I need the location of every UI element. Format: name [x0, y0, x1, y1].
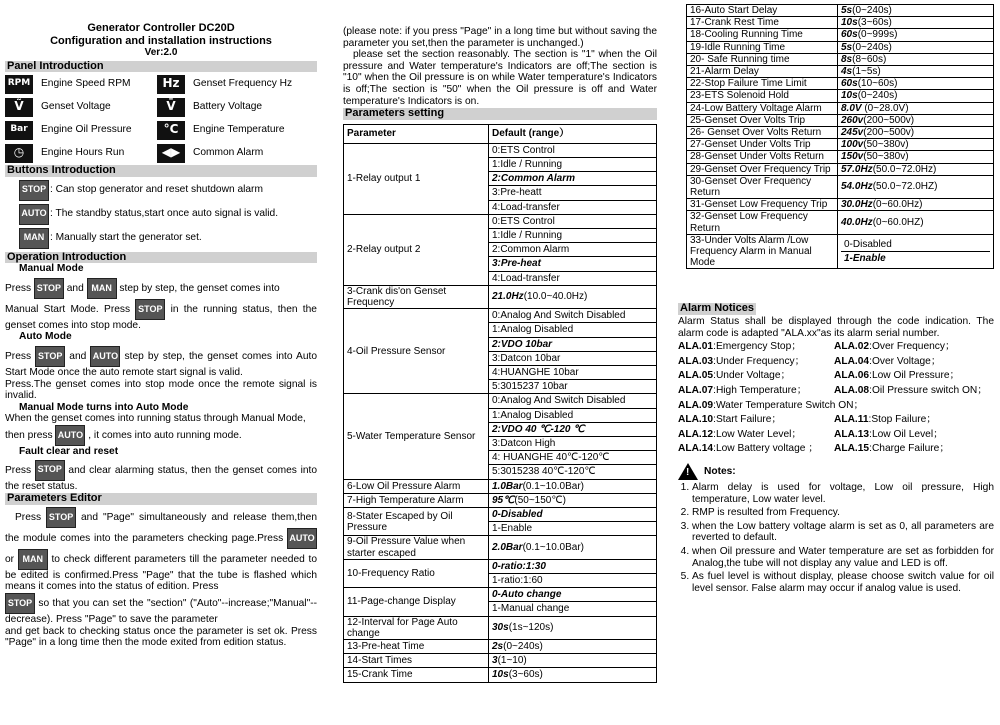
panel-icon-grid: [5, 74, 317, 163]
panel-item-label: Genset Voltage: [41, 101, 111, 113]
option-line: 0:ETS Control: [489, 144, 656, 158]
alarm-code-item: ALA.12:Low Water Level；: [678, 428, 802, 440]
default-value-cell: [489, 508, 657, 536]
option-line: 3:Datcon 10bar: [489, 352, 656, 366]
option-line: 2:Common Alarm: [489, 172, 656, 186]
alarm-code-item: ALA.03:Under Frequency；: [678, 355, 805, 367]
panel-item-label: Engine Speed RPM: [41, 78, 131, 90]
option-line: 30s(1s~120s): [492, 622, 554, 634]
parameter-name-cell: 33-Under Volts Alarm /Low Frequency Alarm in Manual Mode: [687, 234, 838, 269]
parameter-name-cell: 13-Pre-heat Time: [344, 640, 489, 654]
option-line: 0:Analog And Switch Disabled: [489, 309, 656, 323]
table-row: [687, 199, 994, 211]
default-value-cell: 57.0Hz(50.0~72.0Hz): [838, 163, 994, 175]
table-row: [344, 479, 657, 493]
option-line: 4:HUANGHE 10bar: [489, 366, 656, 380]
alarm-code-item: ALA.10:Start Failure；: [678, 414, 782, 426]
default-value-cell: [489, 536, 657, 559]
section-note: please set the section reasonably. The section is "1" when the Oil pressure and Water temperature's Indicators are off;The section is "10" when the Oil pressure is on while Water temperature's Indicators is off;The section is "50" when the Oil pressure is off and Water temperature's Indicators is on.: [343, 49, 657, 107]
stop-button-icon: STOP: [5, 593, 35, 614]
alarm-code-item: ALA.02:Over Frequency；: [834, 341, 956, 353]
default-value-cell: 5s(0~240s): [838, 41, 994, 53]
parameters-table: [343, 124, 657, 683]
table-row: [687, 17, 994, 29]
parameters-table-continued: [686, 4, 994, 269]
parameters-editor-text: Press STOP and "Page" simultaneously and release them,then the module comes into the parameters checking page.Press AUTO or MAN to check different parameters till the parameter needed to be edited is confirmed.Press "Page" that the tube is flashed which means it comes into the status of edition. Press STOP so that you can set the "section" ("Auto"--increase;"Manual"--decrease). Press "Page" to save the parameter and get back to checking status once the parameter is set ok. Press "Page" in a long time then the mode exited from edition status.: [5, 507, 317, 649]
fault-clear-text: Press STOP and clear alarming status, then the genset comes into the reset status.: [5, 460, 317, 493]
option-line: 3(1~10): [492, 655, 527, 667]
table-row: [687, 41, 994, 53]
column-2: [343, 0, 657, 683]
column-3: [678, 0, 994, 596]
parameter-name-cell: 29-Genset Over Frequency Trip: [687, 163, 838, 175]
panel-item-label: Engine Oil Pressure: [41, 124, 132, 136]
default-value-cell: 150v(50~380v): [838, 151, 994, 163]
default-value-cell: 10s(0~240s): [838, 90, 994, 102]
option-line: 4: HUANGHE 40℃-120℃: [489, 451, 656, 465]
table-row: [687, 151, 994, 163]
auto-button-icon: AUTO: [90, 346, 120, 367]
parameter-name-cell: 7-High Temperature Alarm: [344, 493, 489, 507]
option-line: 2:VDO 10bar: [489, 338, 656, 352]
option-line: 0:Analog And Switch Disabled: [489, 394, 656, 408]
table-row: [344, 394, 657, 479]
option-line: 1:Analog Disabled: [489, 409, 656, 423]
parameters-editor-heading: Parameters Editor: [5, 493, 317, 505]
panel-item-label: Engine Temperature: [193, 124, 285, 136]
table-row: [344, 654, 657, 668]
option-line: 0-ratio:1:30: [489, 560, 656, 574]
table-row: [687, 29, 994, 41]
default-value-cell: [489, 479, 657, 493]
parameter-name-cell: 12-Interval for Page Auto change: [344, 616, 489, 639]
table-row: [687, 127, 994, 139]
option-line: 0:ETS Control: [489, 215, 656, 229]
alarm-code-item: ALA.09:Water Temperature Switch ON；: [678, 399, 864, 411]
parameter-name-cell: 9-Oil Pressure Value when starter escaped: [344, 536, 489, 559]
parameter-name-cell: 27-Genset Under Volts Trip: [687, 139, 838, 151]
table-row: [687, 78, 994, 90]
panel-item-label: Battery Voltage: [193, 101, 263, 113]
option-line: 1:Analog Disabled: [489, 323, 656, 337]
default-value-cell: [489, 394, 657, 479]
stop-button-icon: STOP: [46, 507, 76, 528]
man-button-icon: MAN: [19, 228, 49, 249]
buttons-intro-heading: Buttons Introduction: [5, 165, 317, 177]
table-row: [344, 309, 657, 394]
parameter-name-cell: 32-Genset Low Frequency Return: [687, 211, 838, 234]
table-row: [344, 508, 657, 536]
stop-description: : Can stop generator and reset shutdown alarm: [50, 184, 263, 196]
col-parameter-header: Parameter: [344, 124, 489, 143]
option-line: 4:Load-transfer: [492, 201, 560, 213]
note-item: 5. As fuel level is without display, please choose switch value for oil level sensor. False alarm may occur if analog value is used.: [692, 571, 994, 594]
default-value-cell: [489, 309, 657, 394]
man-description: : Manually start the generator set.: [50, 232, 202, 244]
auto-button-icon: AUTO: [19, 204, 49, 225]
default-value-cell: [489, 640, 657, 654]
parameter-name-cell: 2-Relay output 2: [344, 214, 489, 285]
alarm-notices-heading: Alarm Notices: [680, 302, 754, 315]
parameter-name-cell: 11-Page-change Display: [344, 588, 489, 616]
man-button-icon: MAN: [87, 278, 117, 299]
option-line: 3:Pre-heatt: [489, 186, 656, 200]
alarm-code-list: [678, 341, 994, 455]
default-value-cell: 54.0Hz(50.0~72.0HZ): [838, 175, 994, 198]
default-value-cell: 60s(10~60s): [838, 78, 994, 90]
table-row: [687, 163, 994, 175]
alarm-code-item: ALA.08:Oil Pressure switch ON；: [834, 385, 988, 397]
parameter-name-cell: 26- Genset Over Volts Return: [687, 127, 838, 139]
panel-item: [157, 97, 309, 117]
auto-mode-title: Auto Mode: [19, 331, 72, 343]
parameter-name-cell: 5-Water Temperature Sensor: [344, 394, 489, 479]
table-row: [687, 175, 994, 198]
panel-item-label: Common Alarm: [193, 147, 264, 159]
panel-indicator-icon: RPM: [5, 75, 33, 94]
option-line: 4:Load-transfer: [492, 272, 560, 284]
parameter-name-cell: 24-Low Battery Voltage Alarm: [687, 102, 838, 114]
table-row: [344, 536, 657, 559]
doc-version: Ver:2.0: [144, 47, 178, 58]
option-line: 0-Auto change: [489, 588, 656, 602]
auto-button-icon: AUTO: [55, 425, 85, 446]
notes-header: [678, 463, 994, 480]
default-value-cell: [838, 234, 994, 269]
default-value-cell: [489, 588, 657, 616]
panel-indicator-icon: Hz: [157, 75, 185, 94]
option-line: 1-Enable: [844, 253, 886, 265]
option-line: 95℃(50~150℃): [492, 494, 566, 506]
panel-indicator-icon: °C: [157, 121, 185, 140]
panel-item: [157, 74, 309, 94]
parameter-name-cell: 18-Cooling Running Time: [687, 29, 838, 41]
option-line: 3:Datcon High: [489, 437, 656, 451]
default-value-cell: 245v(200~500v): [838, 127, 994, 139]
default-value-cell: 60s(0~999s): [838, 29, 994, 41]
default-value-cell: 30.0Hz(0~60.0Hz): [838, 199, 994, 211]
notes-list: [678, 482, 994, 594]
operation-intro-heading: Operation Introduction: [5, 252, 317, 264]
stop-button-icon: STOP: [34, 278, 64, 299]
option-line: 3:Pre-heat: [489, 257, 656, 271]
panel-item: [5, 74, 157, 94]
alarm-code-item: ALA.05:Under Voltage；: [678, 370, 791, 382]
alarm-intro: Alarm Status shall be displayed through the code indication. The alarm code is adapted "ALA.xx"as its alarm serial number.: [678, 316, 994, 339]
default-value-cell: 8.0V (0~28.0V): [838, 102, 994, 114]
table-row: [344, 616, 657, 639]
default-value-cell: 100v(50~380v): [838, 139, 994, 151]
option-line: 10s(3~60s): [492, 669, 543, 681]
option-line: 21.0Hz(10.0~40.0Hz): [492, 291, 588, 303]
default-value-cell: [489, 559, 657, 587]
parameter-name-cell: 8-Stater Escaped by Oil Pressure: [344, 508, 489, 536]
option-line: 5:3015237 10bar: [492, 381, 568, 393]
table-row: [687, 90, 994, 102]
table-row: [687, 211, 994, 234]
option-line: 0-Disabled: [841, 238, 990, 252]
parameter-name-cell: 19-Idle Running Time: [687, 41, 838, 53]
table-row: [687, 114, 994, 126]
page-note: (please note: if you press "Page" in a long time but without saving the parameter you set,then the parameter is unchanged.): [343, 26, 657, 49]
table-row: [344, 493, 657, 507]
doc-subtitle: Configuration and installation instructions: [50, 34, 272, 47]
auto-mode-text: Press STOP and AUTO step by step, the genset comes into Auto Start Mode once the auto remote start signal is valid. Press.The genset comes into stop mode once the remote signal is invalid.: [5, 346, 317, 402]
table-row: [687, 53, 994, 65]
panel-indicator-icon: V̄: [157, 98, 185, 117]
auto-button-icon: AUTO: [287, 528, 317, 549]
alarm-code-item: ALA.13:Low Oil Level；: [834, 428, 944, 440]
default-value-cell: 5s(0~240s): [838, 5, 994, 17]
option-line: 1-Enable: [492, 523, 533, 535]
parameter-name-cell: 21-Alarm Delay: [687, 66, 838, 78]
table-row: [687, 139, 994, 151]
alarm-code-item: ALA.14:Low Battery voltage ；: [678, 443, 819, 455]
panel-item: [157, 143, 309, 163]
panel-item: [5, 120, 157, 140]
option-line: 0-Disabled: [489, 508, 656, 522]
option-line: 2:Common Alarm: [489, 243, 656, 257]
note-item: 3. when the Low battery voltage alarm is set as 0, all parameters are reverted to default.: [692, 521, 994, 544]
parameter-name-cell: 17-Crank Rest Time: [687, 17, 838, 29]
parameter-name-cell: 20- Safe Running time: [687, 53, 838, 65]
parameter-name-cell: 15-Crank Time: [344, 668, 489, 682]
option-line: 2.0Bar(0.1~10.0Bar): [492, 542, 585, 554]
option-line: 2:VDO 40 ℃-120 ℃: [489, 423, 656, 437]
option-line: 1:Idle / Running: [489, 158, 656, 172]
default-value-cell: 40.0Hz(0~60.0HZ): [838, 211, 994, 234]
manual-mode-text: Press STOP and MAN step by step, the genset comes into Manual Start Mode. Press STOP in the running status, then the genset comes into stop mode.: [5, 278, 317, 332]
default-value-cell: [489, 654, 657, 668]
parameter-name-cell: 16-Auto Start Delay: [687, 5, 838, 17]
stop-button-icon: STOP: [35, 460, 65, 481]
alarm-code-item: ALA.15:Charge Failure；: [834, 443, 950, 455]
option-line: 1.0Bar(0.1~10.0Bar): [492, 480, 585, 492]
alarm-code-item: ALA.11:Stop Failure；: [834, 414, 937, 426]
panel-indicator-icon: Ṽ: [5, 98, 33, 117]
default-value-cell: 10s(3~60s): [838, 17, 994, 29]
default-value-cell: [489, 616, 657, 639]
column-1: [5, 0, 317, 649]
panel-indicator-icon: ◷: [5, 144, 33, 163]
note-item: 4. when Oil pressure and Water temperature are set as forbidden for Analog,the tube will not display any value and LED is off.: [692, 546, 994, 569]
table-row: [344, 214, 657, 285]
default-value-cell: [489, 493, 657, 507]
default-value-cell: [489, 143, 657, 214]
table-row: [344, 285, 657, 308]
warning-icon: !: [678, 463, 698, 480]
stop-button-icon: STOP: [135, 299, 165, 320]
alarm-code-item: ALA.06:Low Oil Pressure；: [834, 370, 960, 382]
table-row: [687, 5, 994, 17]
table-row: [687, 102, 994, 114]
default-value-cell: [489, 214, 657, 285]
doc-title: Generator Controller DC20D: [87, 22, 235, 34]
table-row: [344, 143, 657, 214]
parameter-name-cell: 3-Crank dis'on Genset Frequency: [344, 285, 489, 308]
table-row: [687, 234, 994, 269]
parameter-name-cell: 1-Relay output 1: [344, 143, 489, 214]
parameter-name-cell: 22-Stop Failure Time Limit: [687, 78, 838, 90]
alarm-code-item: ALA.04:Over Voltage；: [834, 355, 942, 367]
parameter-name-cell: 30-Genset Over Frequency Return: [687, 175, 838, 198]
default-value-cell: 260v(200~500v): [838, 114, 994, 126]
note-item: 1. Alarm delay is used for voltage, Low oil pressure, High temperature, Low water level.: [692, 482, 994, 505]
panel-item: [157, 120, 309, 140]
auto-description: : The standby status,start once auto signal is valid.: [50, 208, 279, 220]
parameters-setting-heading: Parameters setting: [343, 108, 657, 120]
note-item: 2. RMP is resulted from Frequency.: [692, 507, 994, 519]
parameter-name-cell: 25-Genset Over Volts Trip: [687, 114, 838, 126]
parameter-name-cell: 14-Start Times: [344, 654, 489, 668]
alarm-code-item: ALA.07:High Temperature；: [678, 385, 807, 397]
option-line: 1-ratio:1:60: [492, 575, 543, 587]
manual-mode-title: Manual Mode: [19, 263, 84, 275]
table-row: [344, 588, 657, 616]
fault-clear-title: Fault clear and reset: [19, 446, 119, 458]
stop-button-icon: STOP: [19, 180, 49, 201]
parameter-name-cell: 28-Genset Under Volts Return: [687, 151, 838, 163]
table-header-row: [344, 124, 657, 143]
panel-item-label: Genset Frequency Hz: [193, 78, 293, 90]
table-row: [687, 66, 994, 78]
parameter-name-cell: 6-Low Oil Pressure Alarm: [344, 479, 489, 493]
default-value-cell: [489, 668, 657, 682]
option-line: 5:3015238 40℃-120℃: [492, 466, 596, 478]
man-button-icon: MAN: [18, 549, 48, 570]
default-value-cell: 4s(1~5s): [838, 66, 994, 78]
panel-indicator-icon: ◀▶: [157, 144, 185, 163]
panel-item-label: Engine Hours Run: [41, 147, 125, 159]
notes-heading: Notes:: [704, 465, 736, 477]
manual-to-auto-title: Manual Mode turns into Auto Mode: [19, 401, 189, 413]
panel-indicator-icon: Bar: [5, 121, 33, 140]
manual-to-auto-text: When the genset comes into running status through Manual Mode, then press AUTO , it comes into auto running mode.: [5, 413, 317, 446]
panel-intro-heading: Panel Introduction: [5, 61, 317, 73]
alarm-code-item: ALA.01:Emergency Stop；: [678, 341, 802, 353]
option-line: 1-Manual change: [492, 603, 570, 615]
parameter-name-cell: 4-Oil Pressure Sensor: [344, 309, 489, 394]
table-row: [344, 668, 657, 682]
stop-button-icon: STOP: [35, 346, 65, 367]
parameter-name-cell: 10-Frequency Ratio: [344, 559, 489, 587]
table-row: [344, 640, 657, 654]
parameter-name-cell: 23-ETS Solenoid Hold: [687, 90, 838, 102]
default-value-cell: [489, 285, 657, 308]
table-row: [344, 559, 657, 587]
col-default-header: Default (range）: [489, 124, 657, 143]
option-line: 2s(0~240s): [492, 641, 543, 653]
panel-item: [5, 143, 157, 163]
parameter-name-cell: 31-Genset Low Frequency Trip: [687, 199, 838, 211]
panel-item: [5, 97, 157, 117]
default-value-cell: 8s(8~60s): [838, 53, 994, 65]
option-line: 1:Idle / Running: [489, 229, 656, 243]
